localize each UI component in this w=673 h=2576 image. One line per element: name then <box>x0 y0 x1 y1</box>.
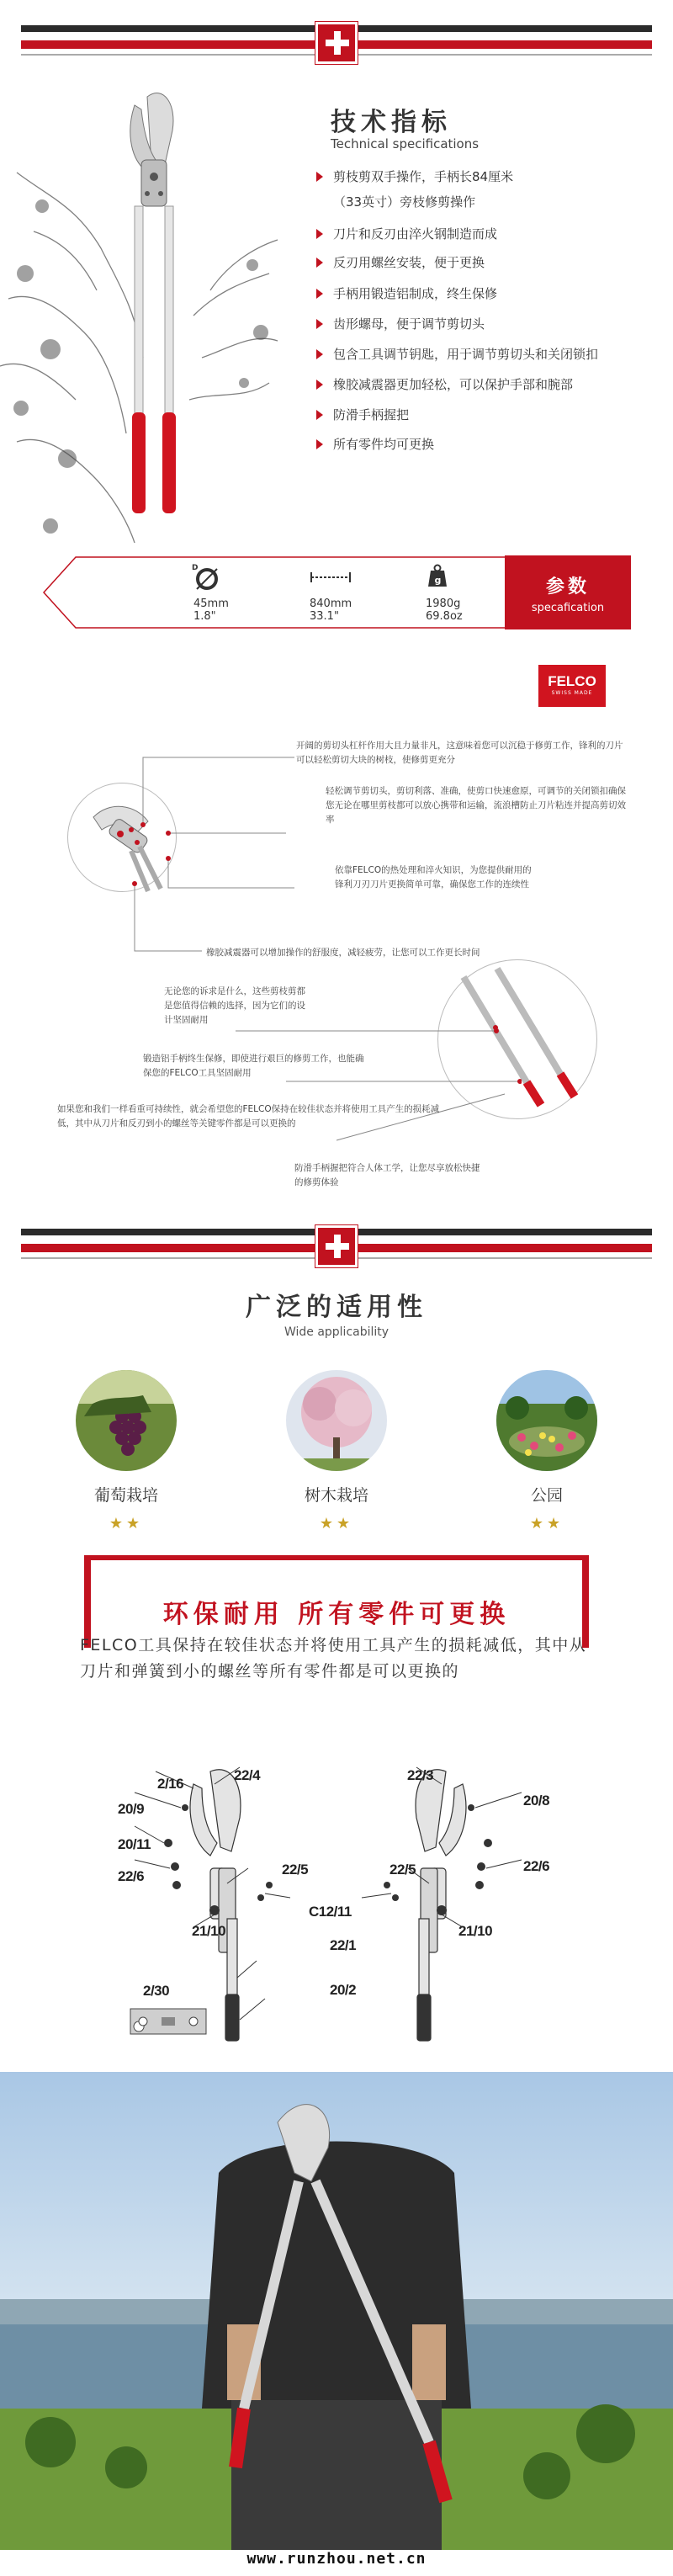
spec-badge: 参数 specafication <box>505 555 631 629</box>
callout-text: 如果您和我们一样看重可持续性，就会希望您的FELCO保持在较佳状态并将使用工具产生的损耗减低，其中从刀片和反刃到小的螺丝等关键零件都是可以更换的 <box>57 1104 440 1129</box>
eco-text: FELCO工具保持在较佳状态并将使用工具产生的损耗减低，其中从刀片和弹簧到小的螺丝等所有零件都是可以更换的 <box>80 1636 587 1681</box>
part-label: 22/6 <box>523 1858 550 1874</box>
part-label: 22/5 <box>389 1862 416 1878</box>
spec-bullet: 手柄用锻造铝制成，终生保修 <box>316 285 497 302</box>
swiss-band-middle <box>21 1229 652 1266</box>
svg-text:D: D <box>192 564 199 572</box>
adjustment-key-icon <box>126 2005 210 2038</box>
part-label: 20/9 <box>118 1801 145 1817</box>
part-label: 22/1 <box>330 1937 357 1953</box>
applicability-label: 葡萄栽培 <box>93 1486 158 1505</box>
part-label: 22/3 <box>407 1767 434 1783</box>
spec-bullet: 刀片和反刃由淬火钢制造而成 <box>316 226 497 242</box>
spec-bar <box>42 555 631 629</box>
part-label: 2/16 <box>157 1776 184 1792</box>
part-label: 22/4 <box>234 1767 261 1783</box>
rating-stars: ★★ <box>319 1515 354 1532</box>
part-label: 20/2 <box>330 1982 357 1998</box>
callout-text: 开阔的剪切头杠杆作用大且力量非凡，这意味着您可以沉稳于修剪工作，锋利的刀片可以轻松剪切大块的树枝，使修剪更充分 <box>296 741 623 765</box>
applicability-title: 广泛的适用性 <box>246 1293 427 1322</box>
felco-logo: FELCO SWISS MADE <box>538 665 606 707</box>
part-label: 21/10 <box>458 1923 493 1939</box>
spec-bullet: 所有零件均可更换 <box>316 436 434 453</box>
length-icon <box>310 571 352 584</box>
specs-title: 技术指标 <box>331 108 452 137</box>
callout-text: 防滑手柄握把符合人体工学，让您尽享放松快捷的修剪体验 <box>294 1163 480 1187</box>
swiss-cross-icon <box>315 22 358 64</box>
part-label: 20/11 <box>118 1836 151 1852</box>
svg-text:g: g <box>434 575 442 586</box>
swiss-cross-icon <box>315 1225 358 1267</box>
spec-weight: 1980g 69.8oz <box>426 598 463 623</box>
gardener-holding-lopper-photo <box>0 2072 673 2550</box>
specs-subtitle: Technical specifications <box>331 136 480 151</box>
part-label: C12/11 <box>309 1904 352 1920</box>
spec-bullet: 剪枝剪双手操作，手柄长84厘米 <box>316 168 513 185</box>
tree-cultivation-photo <box>286 1370 387 1471</box>
part-label: 22/6 <box>118 1868 145 1884</box>
part-label: 2/30 <box>143 1983 170 1999</box>
park-photo <box>496 1370 597 1471</box>
callout-text: 依靠FELCO的热处理和淬火知识，为您提供耐用的锋利刀刃刀片更换简单可靠，确保您工作的连续性 <box>335 865 532 890</box>
part-label: 20/8 <box>523 1793 550 1809</box>
callout-text: 锻造铝手柄终生保修，即使进行艰巨的修剪工作，也能确保您的FELCO工具坚固耐用 <box>143 1054 364 1078</box>
spec-bullet: 橡胶减震器更加轻松，可以保护手部和腕部 <box>316 376 573 393</box>
part-label: 21/10 <box>192 1923 226 1939</box>
eco-title: 环保耐用 所有零件可更换 <box>162 1600 511 1629</box>
callout-text: 轻松调节剪切头，剪切利落、准确，使剪口快速愈原，可调节的关闭锁扣确保您无论在哪里剪枝都可以放心携带和运输，流浪槽防止刀片粘连并提高剪切效率 <box>326 786 626 825</box>
cutting-diameter-icon <box>192 562 222 592</box>
spec-bullet: 齿形螺母，便于调节剪切头 <box>316 316 485 332</box>
weight-icon <box>427 564 448 587</box>
spec-bullet: 包含工具调节钥匙，用于调节剪切头和关闭锁扣 <box>316 346 598 363</box>
spec-bullet: 防滑手柄握把 <box>316 406 409 423</box>
applicability-subtitle: Wide applicability <box>284 1325 389 1339</box>
applicability-label: 公园 <box>530 1486 563 1505</box>
spec-cutting: 45mm 1.8" <box>193 598 229 623</box>
rating-stars: ★★ <box>109 1515 144 1532</box>
part-label: 22/5 <box>282 1862 309 1878</box>
spec-length: 840mm 33.1" <box>310 598 352 623</box>
spec-bullet-continued: （33英寸）旁枝修剪操作 <box>333 194 476 210</box>
applicability-label: 树木栽培 <box>304 1486 368 1505</box>
swiss-band-top <box>21 25 652 62</box>
spec-bullet: 反刃用螺丝安装，便于更换 <box>316 254 485 271</box>
callout-text: 橡胶减震器可以增加操作的舒服度，减轻疲劳，让您可以工作更长时间 <box>206 948 480 958</box>
grapes-photo <box>76 1370 177 1471</box>
footer-url: www.runzhou.net.cn <box>246 2550 427 2568</box>
callout-text: 无论您的诉求是什么，这些剪枝剪都是您值得信赖的选择，因为它们的设计坚固耐用 <box>164 986 305 1025</box>
rating-stars: ★★ <box>529 1515 564 1532</box>
lopper-with-tree-illustration <box>0 80 286 551</box>
